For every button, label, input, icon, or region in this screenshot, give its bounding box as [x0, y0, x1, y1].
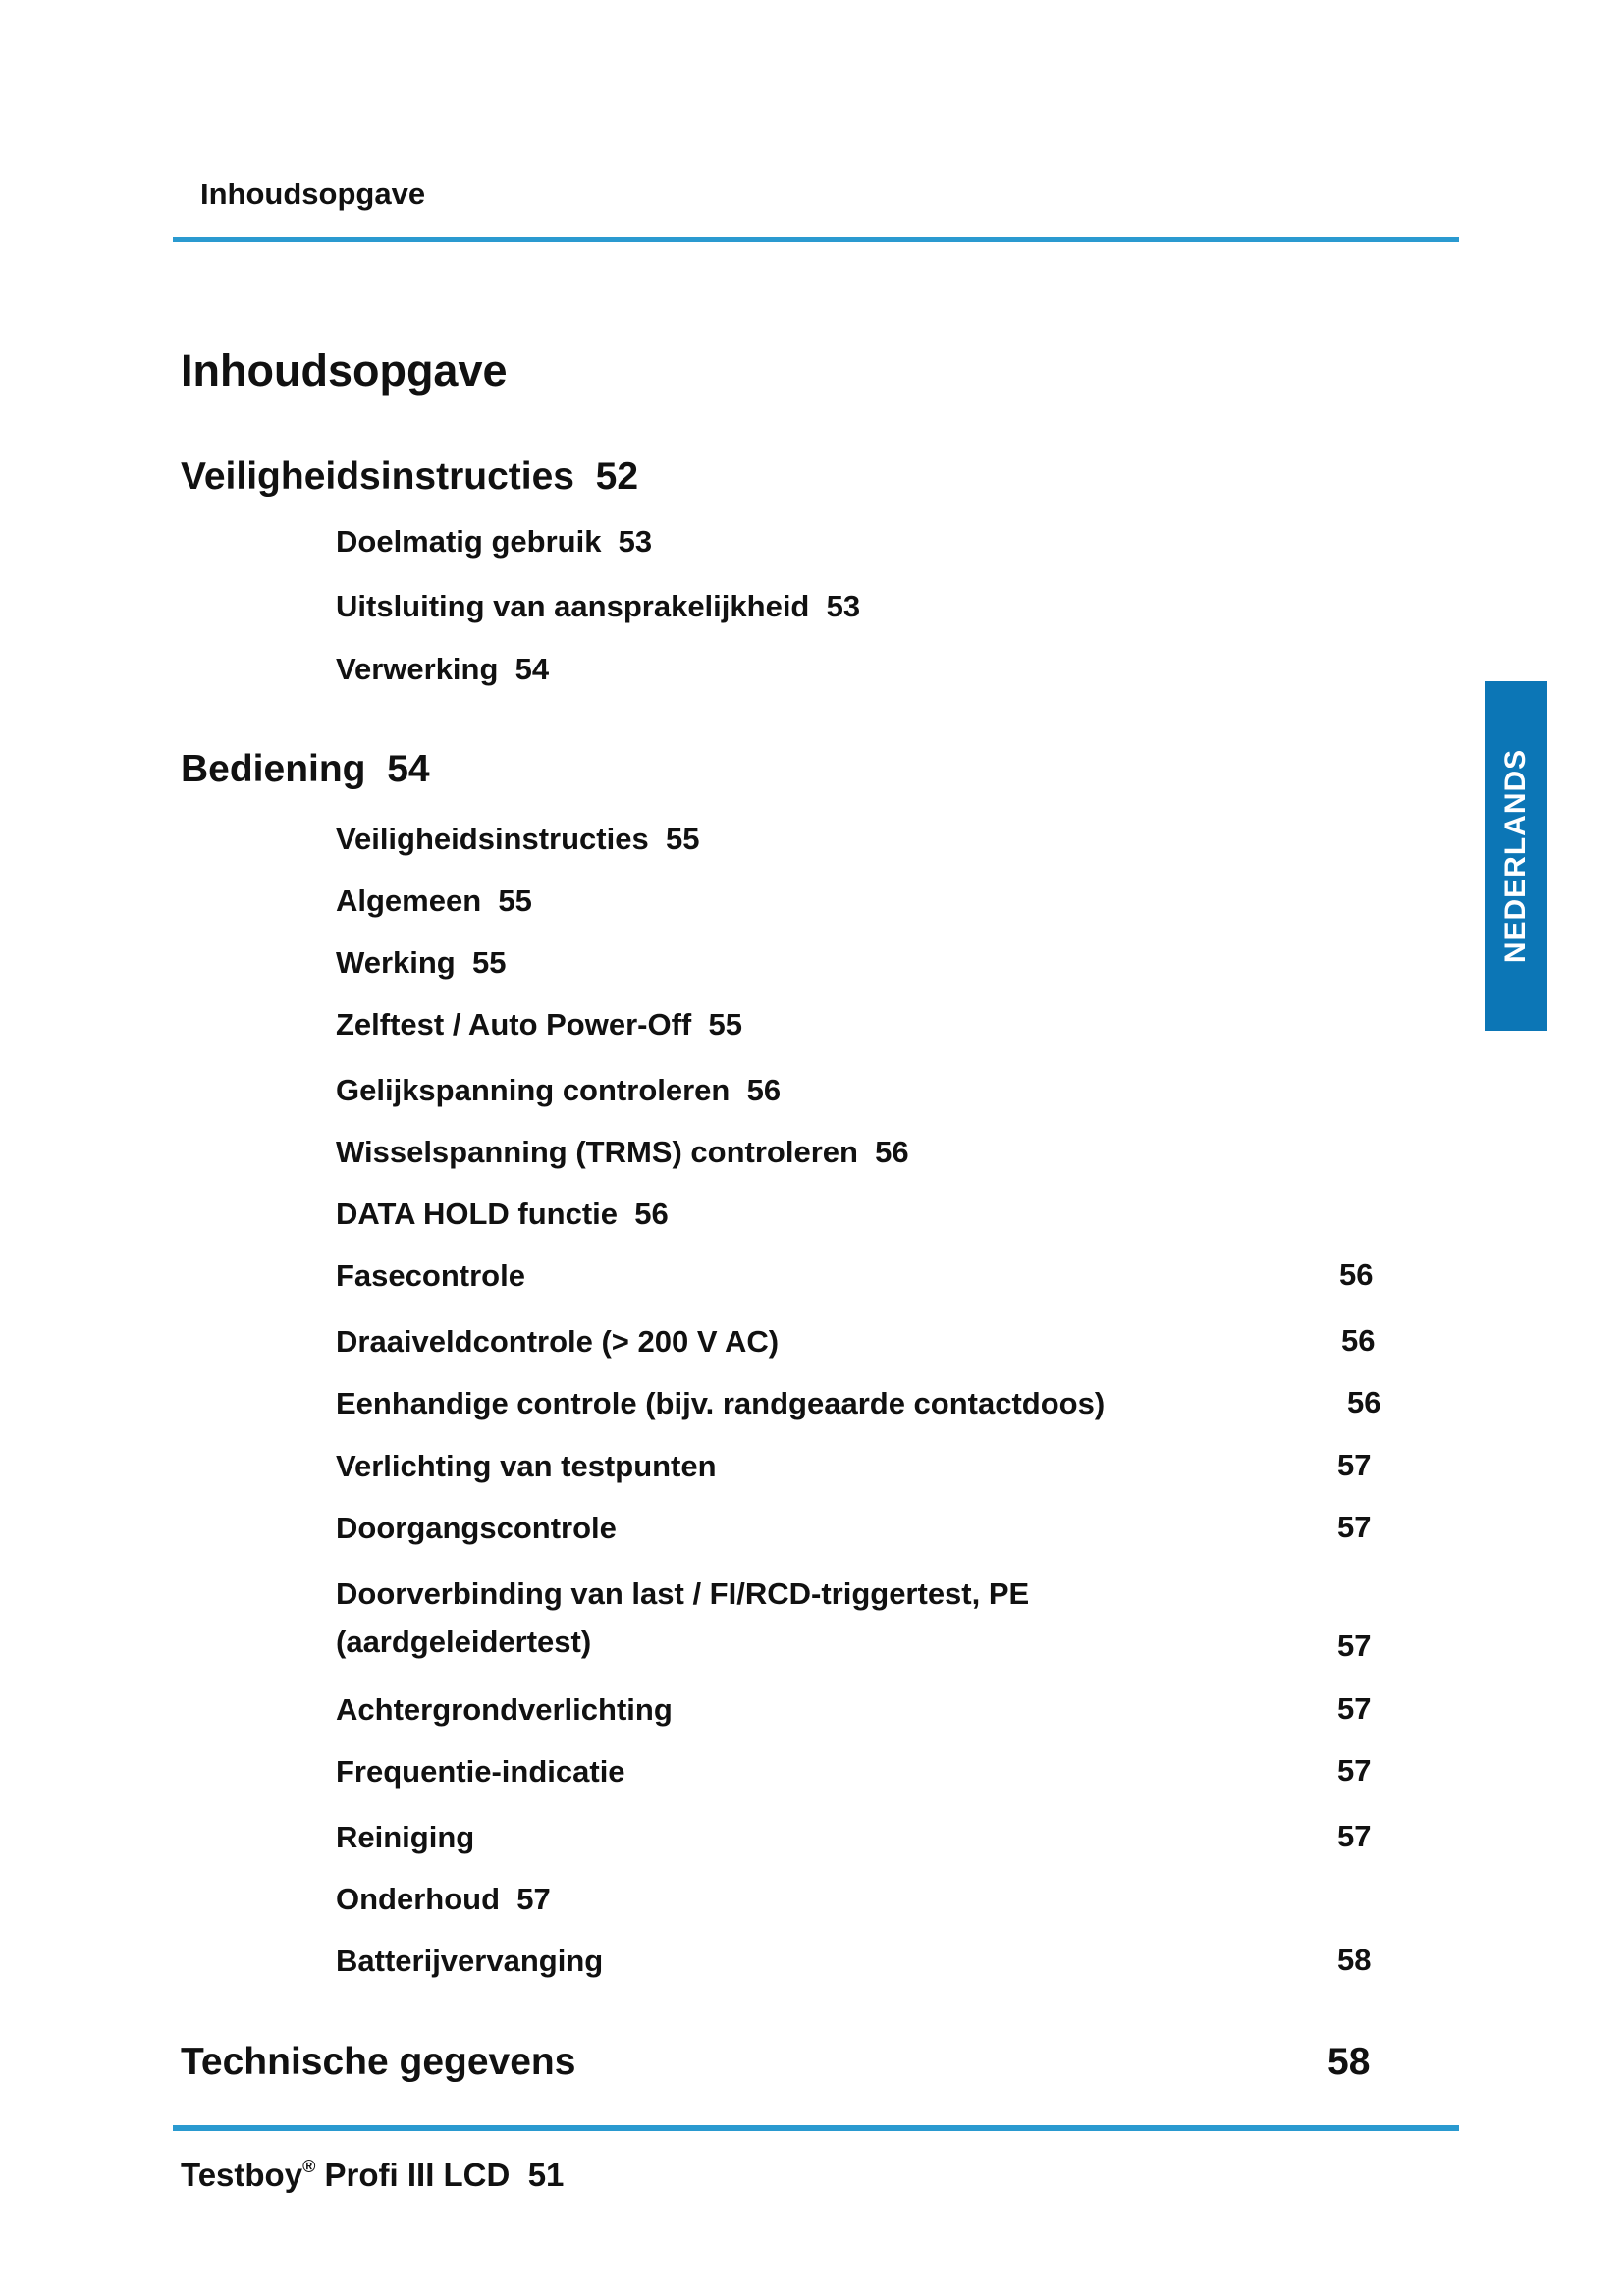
toc-entry-algemeen[interactable] — [336, 882, 532, 919]
toc-entry-title: Werking — [336, 945, 456, 980]
toc-entry-data-hold[interactable] — [336, 1196, 669, 1232]
toc-entry-title: Fasecontrole — [336, 1258, 525, 1293]
toc-entry-title: Verwerking — [336, 652, 499, 686]
toc-page-number: 56 — [1347, 1385, 1381, 1419]
toc-page-number: 54 — [387, 748, 430, 790]
toc-entry-title-line1: Doorverbinding van last / FI/RCD-triggertest, PE — [336, 1576, 1030, 1611]
toc-entry-title: Batterijvervanging — [336, 1944, 604, 1978]
toc-entry-title: Veiligheidsinstructies — [336, 822, 649, 856]
toc-entry-title: Reiniging — [336, 1820, 475, 1854]
toc-entry-title: Doorgangscontrole — [336, 1511, 617, 1545]
language-tab-label: NEDERLANDS — [1499, 748, 1532, 964]
toc-entry-doorgangscontrole[interactable] — [336, 1510, 617, 1546]
toc-page-number: 55 — [708, 1007, 742, 1041]
toc-page-number: 56 — [1339, 1257, 1374, 1292]
toc-page-number: 57 — [516, 1882, 551, 1916]
toc-page-number: 56 — [746, 1073, 782, 1107]
toc-page-number: 53 — [826, 589, 861, 623]
toc-entry-draaiveldcontrole[interactable] — [336, 1323, 779, 1360]
toc-entry-verlichting[interactable] — [336, 1448, 717, 1484]
toc-entry-reiniging[interactable] — [336, 1819, 474, 1855]
toc-page-number: 58 — [1337, 1943, 1372, 1977]
toc-entry-zelftest[interactable] — [336, 1006, 742, 1042]
toc-page-number: 56 — [1341, 1323, 1376, 1358]
toc-page-number: 55 — [498, 883, 532, 918]
toc-entry-verwerking[interactable] — [336, 651, 549, 687]
language-tab — [1485, 681, 1547, 1031]
header-divider — [173, 237, 1459, 242]
toc-entry-title: Onderhoud — [336, 1882, 501, 1916]
toc-entry-uitsluiting[interactable] — [336, 588, 860, 624]
toc-entry-batterijvervanging[interactable] — [336, 1943, 603, 1979]
toc-entry-title: Doelmatig gebruik — [336, 524, 602, 559]
toc-section-technische-gegevens[interactable] — [181, 2041, 575, 2084]
toc-entry-title: Zelftest / Auto Power-Off — [336, 1007, 692, 1041]
toc-entry-doelmatig-gebruik[interactable] — [336, 523, 652, 560]
toc-page-number: 56 — [634, 1197, 669, 1231]
toc-entry-frequentie-indicatie[interactable] — [336, 1753, 625, 1789]
toc-entry-title: Algemeen — [336, 883, 482, 918]
running-header: Inhoudsopgave — [200, 177, 426, 211]
toc-entry-achtergrondverlichting[interactable] — [336, 1691, 673, 1728]
toc-page-number: 57 — [1337, 1753, 1372, 1788]
toc-page-number: 56 — [875, 1135, 909, 1169]
toc-section-title: Technische gegevens — [181, 2041, 576, 2083]
toc-section-bediening[interactable] — [181, 748, 430, 791]
toc-entry-werking[interactable] — [336, 944, 506, 981]
footer-brand: Testboy — [181, 2157, 303, 2193]
toc-page-number: 57 — [1337, 1819, 1372, 1853]
toc-page-number: 57 — [1337, 1510, 1372, 1544]
toc-entry-title: Uitsluiting van aansprakelijkheid — [336, 589, 810, 623]
toc-page-number: 58 — [1327, 2041, 1371, 2083]
toc-page-number: 57 — [1337, 1629, 1372, 1663]
toc-page-number: 55 — [665, 822, 700, 856]
toc-entry-gelijkspanning[interactable] — [336, 1072, 781, 1108]
footer-page-number: 51 — [527, 2157, 565, 2193]
toc-entry-title: Wisselspanning (TRMS) controleren — [336, 1135, 858, 1169]
toc-section-title: Bediening — [181, 748, 366, 790]
toc-entry-title: DATA HOLD functie — [336, 1197, 619, 1231]
page-title: Inhoudsopgave — [181, 346, 508, 396]
toc-page-number: 54 — [514, 652, 550, 686]
toc-page-number: 52 — [595, 455, 639, 498]
toc-entry-title: Eenhandige controle (bijv. randgeaarde contactdoos) — [336, 1386, 1106, 1420]
toc-entry-doorverbinding[interactable] — [336, 1575, 1029, 1660]
toc-page-number: 57 — [1337, 1691, 1372, 1726]
footer-divider — [173, 2125, 1459, 2131]
toc-entry-title: Draaiveldcontrole (> 200 V AC) — [336, 1324, 780, 1359]
toc-entry-onderhoud[interactable] — [336, 1881, 551, 1917]
toc-entry-title: Achtergrondverlichting — [336, 1692, 673, 1727]
footer-product: Profi III LCD — [324, 2157, 511, 2193]
toc-entry-veiligheidsinstructies[interactable] — [336, 821, 699, 857]
page-footer — [181, 2157, 564, 2194]
toc-page-number: 55 — [471, 945, 507, 980]
registered-mark: ® — [302, 2157, 316, 2176]
toc-entry-eenhandige-controle[interactable] — [336, 1385, 1105, 1421]
toc-entry-title-line2: (aardgeleidertest) — [336, 1625, 592, 1660]
toc-entry-wisselspanning[interactable] — [336, 1134, 909, 1170]
toc-entry-title: Gelijkspanning controleren — [336, 1073, 731, 1107]
toc-page-number: 53 — [618, 524, 653, 559]
toc-section-title: Veiligheidsinstructies — [181, 455, 574, 498]
toc-entry-title: Frequentie-indicatie — [336, 1754, 625, 1789]
toc-entry-fasecontrole[interactable] — [336, 1257, 525, 1294]
toc-section-veiligheidsinstructies[interactable] — [181, 455, 638, 499]
toc-page-number: 57 — [1337, 1448, 1372, 1482]
toc-entry-title: Verlichting van testpunten — [336, 1449, 717, 1483]
